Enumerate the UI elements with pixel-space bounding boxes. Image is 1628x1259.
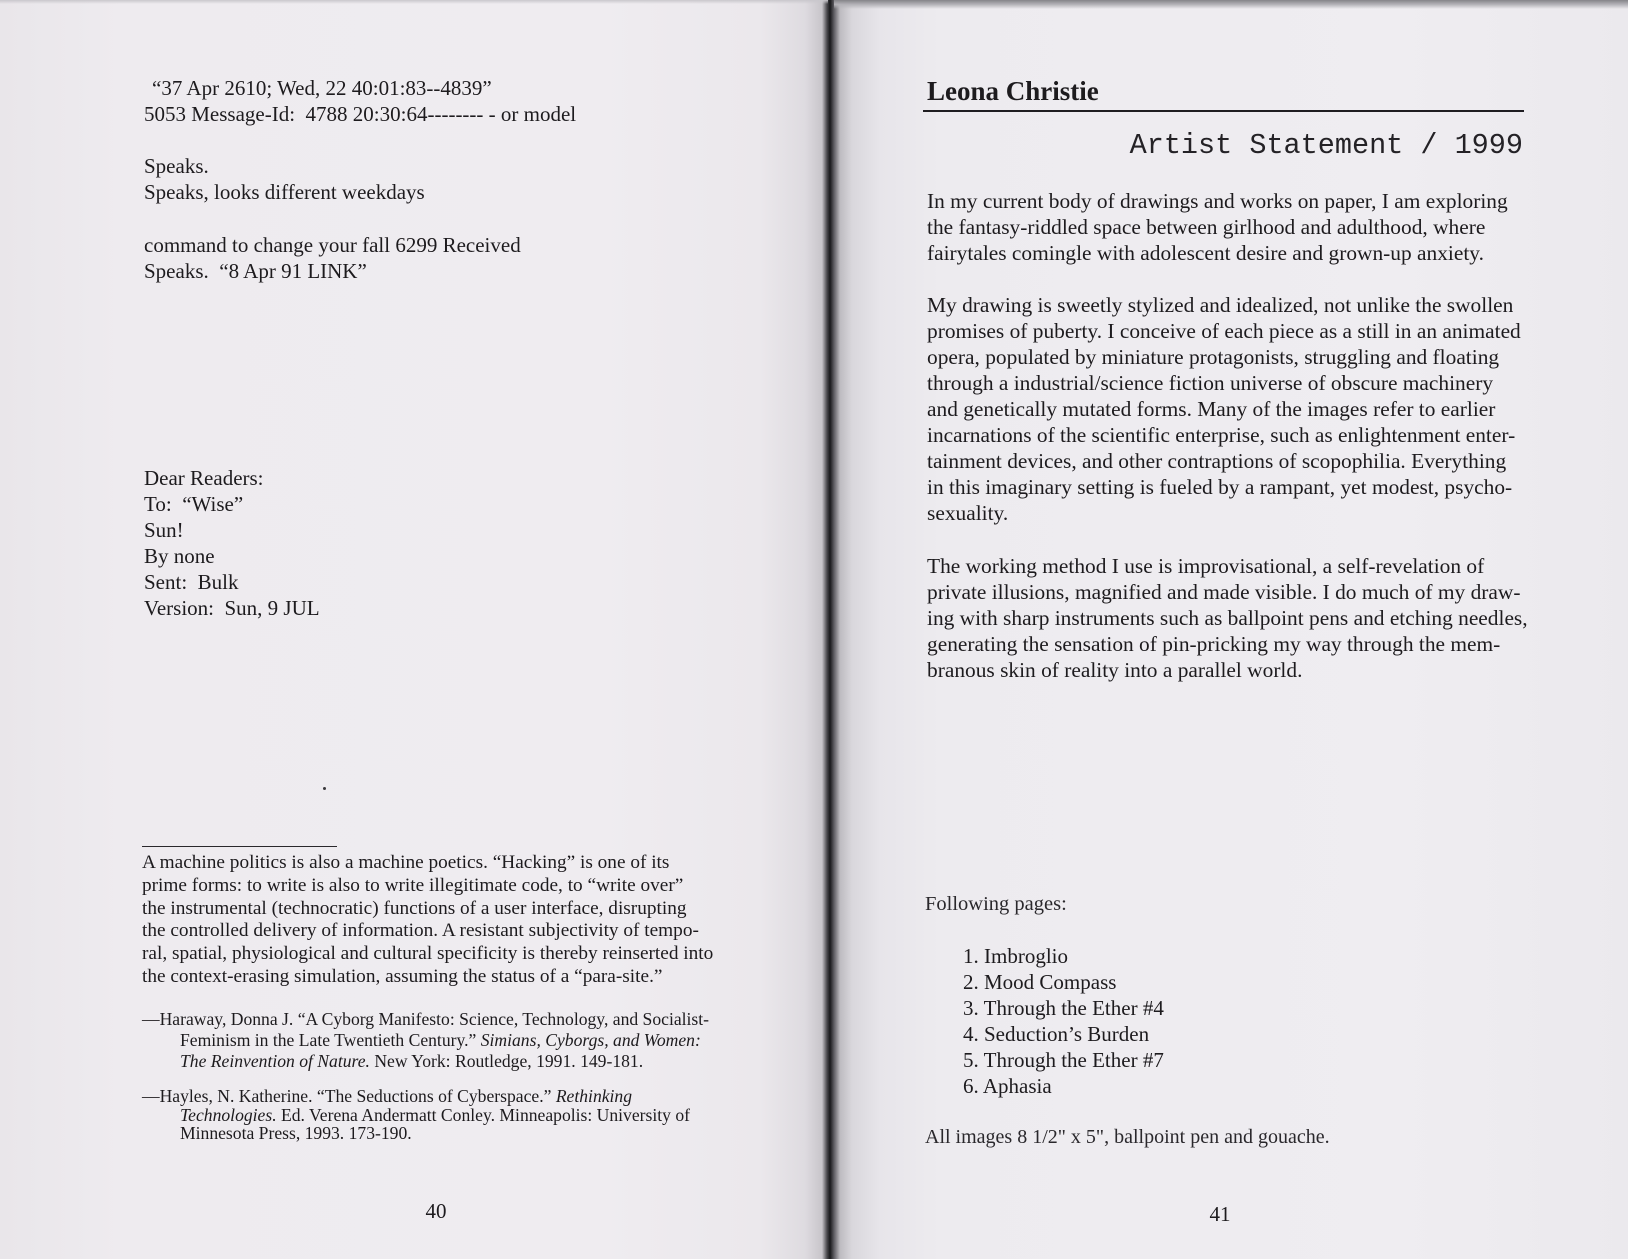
footnote-line: the instrumental (technocratic) functions of a user interface, disrupting <box>142 897 687 919</box>
speaks-line: Speaks, looks different weekdays <box>144 180 425 204</box>
italic-title-run: Rethinking <box>555 1086 633 1106</box>
following-page-item: 4. Seduction’s Burden <box>963 1022 1150 1046</box>
paragraph-line: through a industrial/science fiction universe of obscure machinery <box>927 371 1494 395</box>
citation-line: —Haraway, Donna J. “A Cyborg Manifesto: Science, Technology, and Socialist- <box>142 1009 710 1029</box>
paragraph-line: opera, populated by miniature protagonists, struggling and floating <box>927 345 1500 369</box>
following-page-item: 2. Mood Compass <box>963 970 1117 994</box>
italic-title-run: The Reinvention of Nature. <box>180 1050 370 1071</box>
paragraph-line: branous skin of reality into a parallel world. <box>927 658 1303 682</box>
paragraph-line: fairytales comingle with adolescent desire and grown-up anxiety. <box>927 241 1484 265</box>
citation-line <box>142 1030 709 1051</box>
media-note: All images 8 1/2" x 5", ballpoint pen and gouache. <box>925 1126 1330 1148</box>
page-number-left: 40 <box>425 1199 447 1223</box>
paragraph-line: generating the sensation of pin-pricking my way through the mem- <box>927 632 1501 656</box>
message-header <box>144 75 576 127</box>
command-block <box>144 232 521 284</box>
letter-line: Version: Sun, 9 JUL <box>144 596 320 620</box>
statement-paragraph-1 <box>927 188 1508 266</box>
citation-haraway <box>142 1009 709 1071</box>
stray-dot <box>323 787 326 790</box>
following-pages-list <box>963 943 1164 1099</box>
paragraph-line: incarnations of the scientific enterprise, such as enlightenment enter- <box>927 423 1516 447</box>
text-run: Feminism in the Late Twentieth Century.” <box>180 1029 481 1050</box>
paragraph-line: sexuality. <box>927 501 1009 525</box>
command-line: Speaks. “8 Apr 91 LINK” <box>144 259 367 283</box>
citation-line <box>142 1087 690 1106</box>
citation-line <box>142 1051 709 1072</box>
paragraph-line: private illusions, magnified and made visible. I do much of my draw- <box>927 580 1521 604</box>
paragraph-line: and genetically mutated forms. Many of the images refer to earlier <box>927 397 1496 421</box>
citation-line: Minnesota Press, 1993. 173-190. <box>180 1123 412 1144</box>
footnote-text <box>142 852 713 989</box>
footnote-line: the context-erasing simulation, assuming the status of a “para-site.” <box>142 965 663 987</box>
italic-title-run: Technologies. <box>180 1104 277 1125</box>
statement-paragraph-2 <box>927 292 1521 526</box>
following-page-item: 5. Through the Ether #7 <box>963 1048 1164 1072</box>
paragraph-line: promises of puberty. I conceive of each piece as a still in an animated <box>927 319 1521 343</box>
speaks-block <box>144 153 425 205</box>
text-run: —Hayles, N. Katherine. “The Seductions of Cyberspace.” <box>142 1086 556 1106</box>
italic-title-run: Simians, Cyborgs, and Women: <box>480 1029 701 1050</box>
paragraph-line: My drawing is sweetly stylized and idealized, not unlike the swollen <box>927 293 1514 317</box>
message-header-line: “37 Apr 2610; Wed, 22 40:01:83--4839” <box>152 76 492 100</box>
paragraph-line: ing with sharp instruments such as ballpoint pens and etching needles, <box>927 606 1528 630</box>
right-page <box>834 0 1628 1259</box>
footnote-line: ral, spatial, physiological and cultural specificity is thereby reinserted into <box>142 943 714 965</box>
letter-line: To: “Wise” <box>144 492 244 516</box>
footnote-rule <box>142 846 337 847</box>
paragraph-line: In my current body of drawings and works on paper, I am exploring <box>927 189 1508 213</box>
footnote-line: prime forms: to write is also to write illegitimate code, to “write over” <box>142 874 684 896</box>
text-run: Ed. Verena Andermatt Conley. Minneapolis: University of <box>276 1104 690 1125</box>
following-pages-label: Following pages: <box>925 893 1067 915</box>
letter-line: Sent: Bulk <box>144 570 239 594</box>
letter-line: Sun! <box>144 518 184 542</box>
text-run: New York: Routledge, 1991. 149-181. <box>369 1050 644 1071</box>
following-page-item: 1. Imbroglio <box>963 944 1068 968</box>
citation-hayles <box>142 1087 690 1143</box>
speaks-line: Speaks. <box>144 154 209 178</box>
command-line: command to change your fall 6299 Received <box>144 233 521 257</box>
letter-line: By none <box>144 544 215 568</box>
page-number-right: 41 <box>1209 1202 1231 1226</box>
following-page-item: 3. Through the Ether #4 <box>963 996 1164 1020</box>
letter-line: Dear Readers: <box>144 466 264 490</box>
statement-paragraph-3 <box>927 553 1528 683</box>
message-header-line: 5053 Message-Id: 4788 20:30:64-------- - or model <box>144 102 577 126</box>
paragraph-line: the fantasy-riddled space between girlhood and adulthood, where <box>927 215 1486 239</box>
paragraph-line: in this imaginary setting is fueled by a rampant, yet modest, psycho- <box>927 475 1513 499</box>
paragraph-line: tainment devices, and other contraptions of scopophilia. Everything <box>927 449 1507 473</box>
letter-block <box>144 465 320 621</box>
footnote-line: the controlled delivery of information. A resistant subjectivity of tempo- <box>142 920 699 942</box>
author-rule <box>923 110 1524 112</box>
following-page-item: 6. Aphasia <box>963 1074 1052 1098</box>
footnote-line: A machine politics is also a machine poetics. “Hacking” is one of its <box>142 852 670 873</box>
author-name: Leona Christie <box>927 76 1099 106</box>
paragraph-line: The working method I use is improvisational, a self-revelation of <box>927 554 1485 578</box>
citation-line <box>142 1106 690 1125</box>
statement-heading: Artist Statement / 1999 <box>1129 129 1523 162</box>
